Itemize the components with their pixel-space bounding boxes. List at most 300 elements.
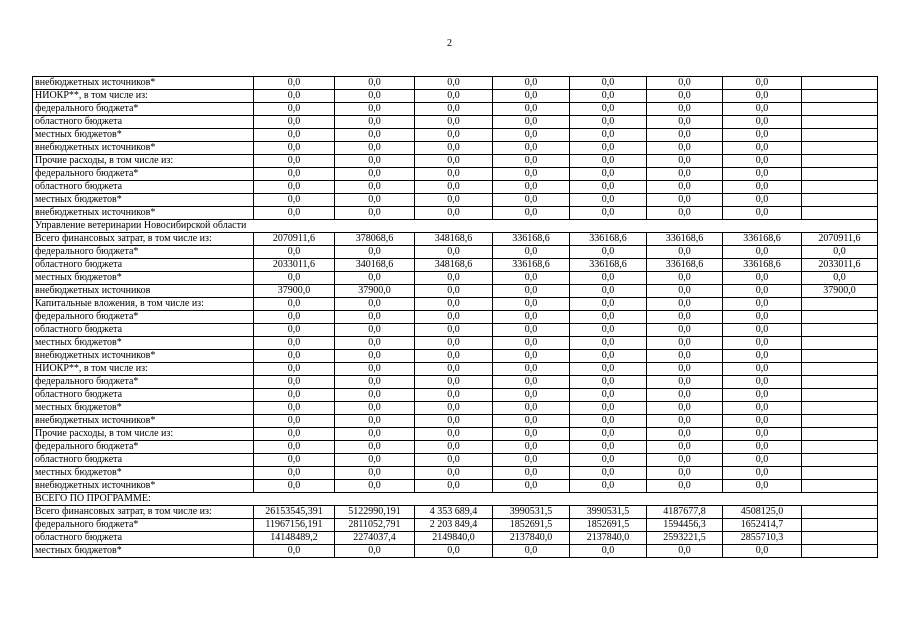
row-label: местных бюджетов* — [33, 402, 254, 415]
value-cell: 0,0 — [254, 168, 335, 181]
value-cell — [802, 415, 878, 428]
row-label: местных бюджетов* — [33, 545, 254, 558]
value-cell: 0,0 — [415, 272, 493, 285]
value-cell: 0,0 — [647, 480, 723, 493]
value-cell: 0,0 — [415, 441, 493, 454]
value-cell: 0,0 — [723, 337, 802, 350]
value-cell: 0,0 — [723, 246, 802, 259]
value-cell: 0,0 — [723, 103, 802, 116]
value-cell: 0,0 — [415, 142, 493, 155]
value-cell: 0,0 — [723, 168, 802, 181]
value-cell: 0,0 — [415, 402, 493, 415]
row-label: Всего финансовых затрат, в том числе из: — [33, 506, 254, 519]
value-cell: 0,0 — [415, 389, 493, 402]
value-cell: 2070911,6 — [802, 233, 878, 246]
row-label: Капитальные вложения, в том числе из: — [33, 298, 254, 311]
row-label: НИОКР**, в том числе из: — [33, 363, 254, 376]
value-cell — [802, 103, 878, 116]
value-cell: 0,0 — [335, 207, 415, 220]
value-cell: 0,0 — [254, 142, 335, 155]
value-cell: 0,0 — [647, 402, 723, 415]
value-cell: 0,0 — [493, 480, 570, 493]
value-cell: 4187677,8 — [647, 506, 723, 519]
value-cell: 0,0 — [254, 337, 335, 350]
value-cell: 0,0 — [647, 285, 723, 298]
value-cell: 0,0 — [493, 454, 570, 467]
value-cell: 0,0 — [415, 168, 493, 181]
section-header-row — [33, 220, 878, 233]
value-cell: 0,0 — [415, 298, 493, 311]
value-cell: 0,0 — [335, 272, 415, 285]
value-cell: 0,0 — [254, 103, 335, 116]
value-cell: 0,0 — [415, 350, 493, 363]
value-cell: 0,0 — [493, 168, 570, 181]
table-row — [33, 90, 878, 103]
row-label: областного бюджета — [33, 454, 254, 467]
value-cell: 0,0 — [254, 324, 335, 337]
value-cell: 0,0 — [335, 103, 415, 116]
value-cell: 0,0 — [254, 207, 335, 220]
value-cell: 0,0 — [493, 77, 570, 90]
value-cell — [802, 506, 878, 519]
value-cell: 0,0 — [335, 350, 415, 363]
value-cell: 0,0 — [415, 480, 493, 493]
value-cell: 0,0 — [570, 77, 647, 90]
value-cell: 0,0 — [570, 129, 647, 142]
value-cell: 0,0 — [493, 103, 570, 116]
value-cell: 0,0 — [570, 467, 647, 480]
value-cell: 0,0 — [415, 285, 493, 298]
value-cell: 336168,6 — [647, 233, 723, 246]
value-cell: 0,0 — [335, 155, 415, 168]
value-cell: 0,0 — [723, 415, 802, 428]
value-cell: 0,0 — [723, 272, 802, 285]
value-cell: 0,0 — [254, 389, 335, 402]
value-cell: 0,0 — [254, 116, 335, 129]
value-cell: 0,0 — [570, 350, 647, 363]
value-cell: 0,0 — [415, 103, 493, 116]
value-cell: 0,0 — [493, 246, 570, 259]
table-row — [33, 129, 878, 142]
table-row — [33, 402, 878, 415]
value-cell: 0,0 — [254, 77, 335, 90]
value-cell: 2137840,0 — [493, 532, 570, 545]
value-cell: 2 203 849,4 — [415, 519, 493, 532]
value-cell: 0,0 — [415, 194, 493, 207]
value-cell: 0,0 — [570, 181, 647, 194]
row-label: областного бюджета — [33, 116, 254, 129]
value-cell: 0,0 — [335, 246, 415, 259]
value-cell — [802, 194, 878, 207]
table-row — [33, 415, 878, 428]
value-cell: 0,0 — [415, 467, 493, 480]
value-cell: 0,0 — [493, 272, 570, 285]
table-row — [33, 259, 878, 272]
value-cell: 0,0 — [335, 402, 415, 415]
value-cell: 0,0 — [493, 285, 570, 298]
value-cell: 336168,6 — [723, 233, 802, 246]
value-cell: 0,0 — [723, 129, 802, 142]
financing-table — [32, 76, 878, 558]
row-label: внебюджетных источников* — [33, 480, 254, 493]
value-cell: 0,0 — [335, 324, 415, 337]
value-cell: 0,0 — [493, 415, 570, 428]
value-cell: 0,0 — [335, 77, 415, 90]
value-cell: 5122990,191 — [335, 506, 415, 519]
value-cell: 378068,6 — [335, 233, 415, 246]
value-cell: 0,0 — [493, 194, 570, 207]
value-cell: 1594456,3 — [647, 519, 723, 532]
value-cell — [802, 142, 878, 155]
table-row — [33, 298, 878, 311]
value-cell: 0,0 — [570, 324, 647, 337]
value-cell: 0,0 — [415, 376, 493, 389]
value-cell: 0,0 — [647, 454, 723, 467]
value-cell: 0,0 — [570, 545, 647, 558]
value-cell: 1852691,5 — [570, 519, 647, 532]
value-cell: 0,0 — [570, 311, 647, 324]
value-cell — [802, 428, 878, 441]
section-header-row — [33, 493, 878, 506]
value-cell: 0,0 — [570, 441, 647, 454]
value-cell: 0,0 — [723, 181, 802, 194]
value-cell: 0,0 — [335, 467, 415, 480]
value-cell: 1652414,7 — [723, 519, 802, 532]
value-cell: 4508125,0 — [723, 506, 802, 519]
value-cell: 0,0 — [415, 77, 493, 90]
value-cell: 0,0 — [254, 441, 335, 454]
value-cell: 0,0 — [493, 207, 570, 220]
value-cell: 0,0 — [254, 402, 335, 415]
value-cell: 0,0 — [570, 207, 647, 220]
value-cell: 0,0 — [415, 90, 493, 103]
table-row — [33, 155, 878, 168]
table-row — [33, 194, 878, 207]
value-cell: 0,0 — [493, 129, 570, 142]
row-label: местных бюджетов* — [33, 129, 254, 142]
value-cell: 0,0 — [570, 389, 647, 402]
value-cell: 0,0 — [723, 285, 802, 298]
value-cell: 0,0 — [335, 363, 415, 376]
value-cell: 0,0 — [723, 142, 802, 155]
value-cell: 0,0 — [493, 545, 570, 558]
row-label: федерального бюджета* — [33, 441, 254, 454]
value-cell: 0,0 — [415, 454, 493, 467]
value-cell: 0,0 — [647, 168, 723, 181]
row-label: Прочие расходы, в том числе из: — [33, 155, 254, 168]
value-cell: 336168,6 — [493, 233, 570, 246]
value-cell: 336168,6 — [723, 259, 802, 272]
value-cell: 0,0 — [254, 454, 335, 467]
value-cell: 26153545,391 — [254, 506, 335, 519]
value-cell: 0,0 — [415, 207, 493, 220]
value-cell: 348168,6 — [415, 233, 493, 246]
value-cell: 0,0 — [493, 441, 570, 454]
value-cell: 0,0 — [723, 363, 802, 376]
value-cell: 0,0 — [647, 467, 723, 480]
table-row — [33, 545, 878, 558]
value-cell: 0,0 — [335, 389, 415, 402]
value-cell: 0,0 — [647, 155, 723, 168]
row-label: НИОКР**, в том числе из: — [33, 90, 254, 103]
value-cell: 0,0 — [647, 363, 723, 376]
value-cell: 336168,6 — [493, 259, 570, 272]
row-label: внебюджетных источников — [33, 285, 254, 298]
value-cell: 0,0 — [723, 545, 802, 558]
table-row — [33, 454, 878, 467]
value-cell: 0,0 — [415, 181, 493, 194]
value-cell — [802, 337, 878, 350]
value-cell: 0,0 — [647, 207, 723, 220]
table-row — [33, 77, 878, 90]
value-cell: 0,0 — [415, 116, 493, 129]
value-cell: 0,0 — [493, 90, 570, 103]
value-cell: 0,0 — [570, 90, 647, 103]
value-cell: 0,0 — [254, 155, 335, 168]
value-cell: 0,0 — [493, 311, 570, 324]
value-cell — [802, 545, 878, 558]
row-label: федерального бюджета* — [33, 376, 254, 389]
value-cell: 0,0 — [570, 428, 647, 441]
value-cell: 0,0 — [415, 428, 493, 441]
row-label: федерального бюджета* — [33, 311, 254, 324]
value-cell: 0,0 — [570, 168, 647, 181]
row-label: Всего финансовых затрат, в том числе из: — [33, 233, 254, 246]
value-cell: 0,0 — [254, 311, 335, 324]
value-cell: 0,0 — [570, 116, 647, 129]
value-cell: 0,0 — [335, 142, 415, 155]
table-row — [33, 246, 878, 259]
value-cell: 2811052,791 — [335, 519, 415, 532]
value-cell: 0,0 — [647, 376, 723, 389]
value-cell: 0,0 — [254, 181, 335, 194]
table-row — [33, 532, 878, 545]
value-cell: 0,0 — [647, 90, 723, 103]
value-cell: 0,0 — [335, 298, 415, 311]
table-row — [33, 428, 878, 441]
value-cell: 0,0 — [647, 350, 723, 363]
value-cell: 0,0 — [335, 181, 415, 194]
table-row — [33, 324, 878, 337]
value-cell — [802, 155, 878, 168]
value-cell: 0,0 — [570, 155, 647, 168]
value-cell — [802, 298, 878, 311]
value-cell: 0,0 — [254, 480, 335, 493]
value-cell: 0,0 — [254, 415, 335, 428]
table-row — [33, 233, 878, 246]
value-cell: 0,0 — [335, 116, 415, 129]
table-row — [33, 116, 878, 129]
value-cell: 0,0 — [335, 168, 415, 181]
row-label: областного бюджета — [33, 389, 254, 402]
row-label: внебюджетных источников* — [33, 207, 254, 220]
value-cell: 0,0 — [493, 298, 570, 311]
value-cell — [802, 389, 878, 402]
value-cell: 2033011,6 — [254, 259, 335, 272]
row-label: местных бюджетов* — [33, 467, 254, 480]
value-cell — [802, 90, 878, 103]
value-cell: 0,0 — [254, 545, 335, 558]
value-cell: 0,0 — [802, 272, 878, 285]
row-label: областного бюджета — [33, 259, 254, 272]
value-cell: 0,0 — [647, 246, 723, 259]
value-cell: 0,0 — [493, 363, 570, 376]
value-cell: 0,0 — [723, 428, 802, 441]
value-cell: 340168,6 — [335, 259, 415, 272]
value-cell: 0,0 — [335, 90, 415, 103]
value-cell — [802, 454, 878, 467]
row-label: внебюджетных источников* — [33, 350, 254, 363]
value-cell: 0,0 — [335, 337, 415, 350]
value-cell: 0,0 — [647, 194, 723, 207]
row-label: внебюджетных источников* — [33, 142, 254, 155]
value-cell: 4 353 689,4 — [415, 506, 493, 519]
value-cell: 0,0 — [493, 337, 570, 350]
value-cell: 0,0 — [493, 428, 570, 441]
value-cell: 2274037,4 — [335, 532, 415, 545]
row-label: федерального бюджета* — [33, 103, 254, 116]
value-cell: 0,0 — [723, 376, 802, 389]
value-cell: 0,0 — [647, 415, 723, 428]
value-cell: 0,0 — [647, 324, 723, 337]
value-cell: 0,0 — [493, 402, 570, 415]
value-cell: 0,0 — [570, 285, 647, 298]
value-cell — [802, 181, 878, 194]
value-cell: 348168,6 — [415, 259, 493, 272]
value-cell: 37900,0 — [335, 285, 415, 298]
table-row — [33, 142, 878, 155]
page-number: 2 — [447, 38, 452, 49]
value-cell: 0,0 — [335, 311, 415, 324]
value-cell: 0,0 — [723, 324, 802, 337]
value-cell — [802, 350, 878, 363]
row-label: местных бюджетов* — [33, 337, 254, 350]
value-cell — [802, 324, 878, 337]
value-cell: 0,0 — [415, 324, 493, 337]
table-row — [33, 337, 878, 350]
value-cell: 0,0 — [570, 454, 647, 467]
value-cell — [802, 168, 878, 181]
table-row — [33, 389, 878, 402]
value-cell: 0,0 — [647, 116, 723, 129]
row-label: местных бюджетов* — [33, 272, 254, 285]
value-cell: 0,0 — [802, 246, 878, 259]
row-label: областного бюджета — [33, 532, 254, 545]
value-cell: 0,0 — [723, 155, 802, 168]
value-cell — [802, 402, 878, 415]
section-title: ВСЕГО ПО ПРОГРАММЕ: — [33, 493, 878, 506]
value-cell: 0,0 — [493, 142, 570, 155]
value-cell: 0,0 — [570, 246, 647, 259]
row-label: федерального бюджета* — [33, 519, 254, 532]
value-cell: 336168,6 — [570, 233, 647, 246]
table-row — [33, 506, 878, 519]
value-cell: 0,0 — [647, 428, 723, 441]
value-cell: 0,0 — [493, 155, 570, 168]
value-cell: 2149840,0 — [415, 532, 493, 545]
value-cell: 0,0 — [723, 207, 802, 220]
value-cell: 0,0 — [723, 116, 802, 129]
value-cell: 0,0 — [335, 480, 415, 493]
value-cell: 0,0 — [570, 194, 647, 207]
table-row — [33, 519, 878, 532]
value-cell: 0,0 — [647, 441, 723, 454]
table-row — [33, 376, 878, 389]
value-cell: 0,0 — [254, 90, 335, 103]
value-cell: 0,0 — [415, 311, 493, 324]
value-cell: 2593221,5 — [647, 532, 723, 545]
value-cell: 0,0 — [570, 376, 647, 389]
row-label: местных бюджетов* — [33, 194, 254, 207]
value-cell: 0,0 — [335, 428, 415, 441]
value-cell: 14148489,2 — [254, 532, 335, 545]
value-cell: 37900,0 — [802, 285, 878, 298]
value-cell: 0,0 — [570, 415, 647, 428]
value-cell: 0,0 — [493, 350, 570, 363]
row-label: федерального бюджета* — [33, 168, 254, 181]
value-cell — [802, 77, 878, 90]
value-cell: 0,0 — [493, 376, 570, 389]
value-cell: 0,0 — [493, 116, 570, 129]
value-cell: 0,0 — [723, 441, 802, 454]
value-cell: 0,0 — [647, 389, 723, 402]
value-cell: 0,0 — [647, 103, 723, 116]
row-label: областного бюджета — [33, 324, 254, 337]
value-cell — [802, 116, 878, 129]
value-cell — [802, 207, 878, 220]
table-row — [33, 181, 878, 194]
value-cell: 0,0 — [570, 363, 647, 376]
row-label: областного бюджета — [33, 181, 254, 194]
row-label: Прочие расходы, в том числе из: — [33, 428, 254, 441]
value-cell: 3990531,5 — [493, 506, 570, 519]
value-cell: 0,0 — [493, 389, 570, 402]
value-cell: 0,0 — [647, 77, 723, 90]
value-cell: 0,0 — [335, 129, 415, 142]
value-cell: 336168,6 — [570, 259, 647, 272]
value-cell: 0,0 — [254, 428, 335, 441]
value-cell: 0,0 — [647, 337, 723, 350]
row-label: внебюджетных источников* — [33, 415, 254, 428]
value-cell: 0,0 — [415, 155, 493, 168]
value-cell: 0,0 — [493, 467, 570, 480]
value-cell: 0,0 — [415, 129, 493, 142]
value-cell: 0,0 — [723, 311, 802, 324]
row-label: внебюджетных источников* — [33, 77, 254, 90]
table-row — [33, 168, 878, 181]
value-cell: 0,0 — [723, 194, 802, 207]
value-cell — [802, 376, 878, 389]
value-cell: 0,0 — [647, 272, 723, 285]
value-cell: 0,0 — [723, 402, 802, 415]
value-cell: 0,0 — [647, 298, 723, 311]
value-cell — [802, 467, 878, 480]
value-cell: 0,0 — [647, 181, 723, 194]
value-cell: 0,0 — [570, 402, 647, 415]
value-cell: 0,0 — [254, 298, 335, 311]
value-cell: 0,0 — [723, 77, 802, 90]
value-cell: 2855710,3 — [723, 532, 802, 545]
value-cell: 0,0 — [335, 376, 415, 389]
value-cell: 11967156,191 — [254, 519, 335, 532]
value-cell: 1852691,5 — [493, 519, 570, 532]
table-row — [33, 363, 878, 376]
value-cell: 0,0 — [723, 480, 802, 493]
value-cell — [802, 441, 878, 454]
table-row — [33, 207, 878, 220]
value-cell: 0,0 — [647, 311, 723, 324]
value-cell: 0,0 — [415, 246, 493, 259]
